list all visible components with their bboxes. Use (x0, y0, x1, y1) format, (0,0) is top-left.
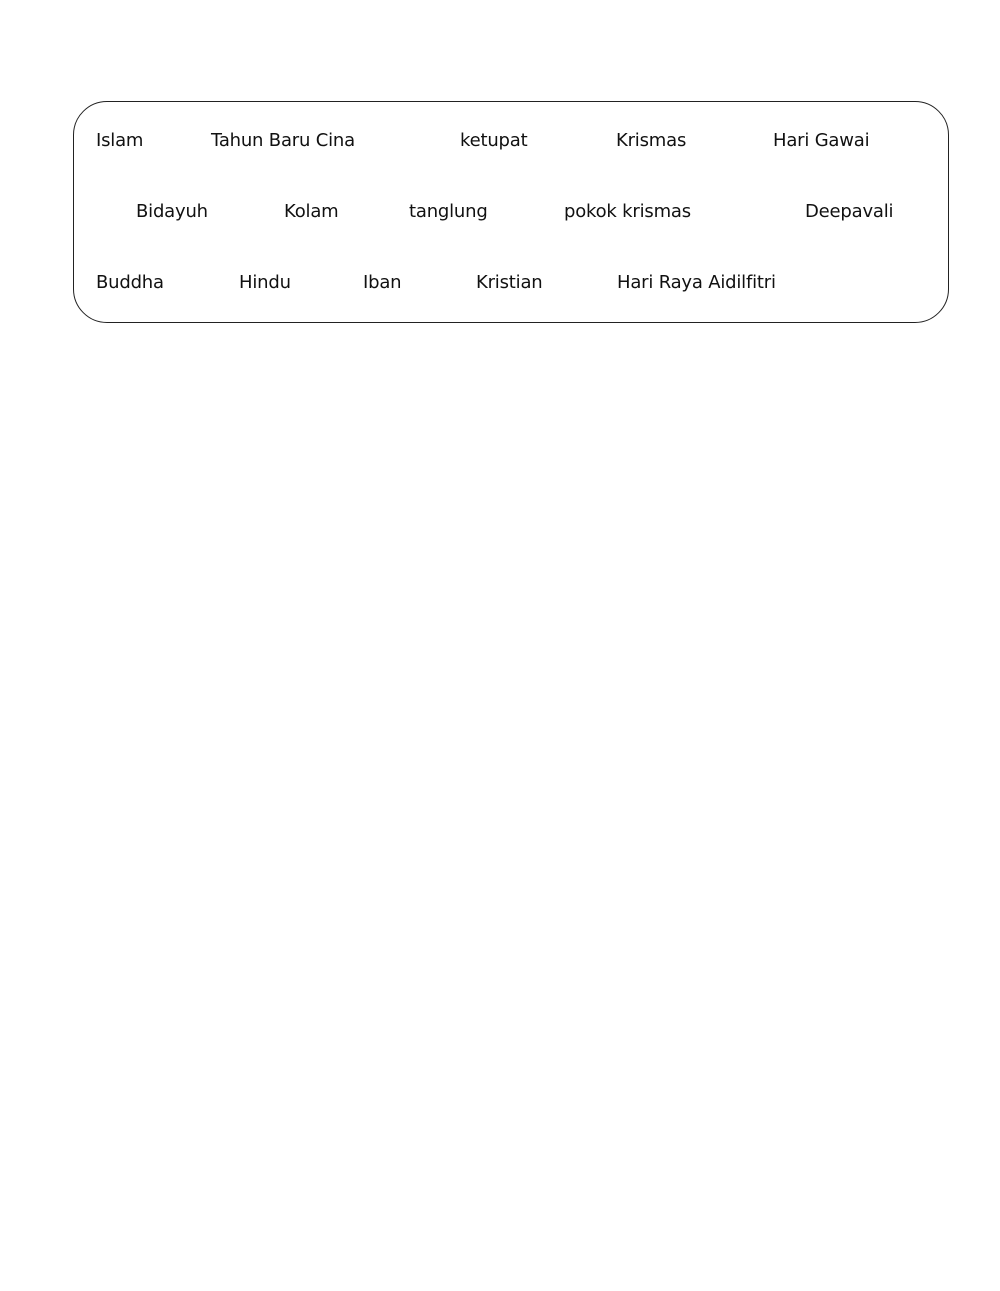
word-item[interactable]: Bidayuh (136, 201, 208, 222)
word-item[interactable]: Tahun Baru Cina (211, 130, 355, 151)
word-item[interactable]: tanglung (409, 201, 488, 222)
word-item[interactable]: Deepavali (805, 201, 894, 222)
word-item[interactable]: Islam (96, 130, 144, 151)
word-item[interactable]: Buddha (96, 272, 164, 293)
word-item[interactable]: Iban (363, 272, 402, 293)
word-item[interactable]: Hindu (239, 272, 291, 293)
word-item[interactable]: Kolam (284, 201, 339, 222)
word-item[interactable]: Krismas (616, 130, 687, 151)
word-item[interactable]: ketupat (460, 130, 528, 151)
word-item[interactable]: pokok krismas (564, 201, 691, 222)
word-item[interactable]: Kristian (476, 272, 543, 293)
word-item[interactable]: Hari Raya Aidilfitri (617, 272, 776, 293)
word-bank-box (73, 101, 949, 323)
word-item[interactable]: Hari Gawai (773, 130, 870, 151)
